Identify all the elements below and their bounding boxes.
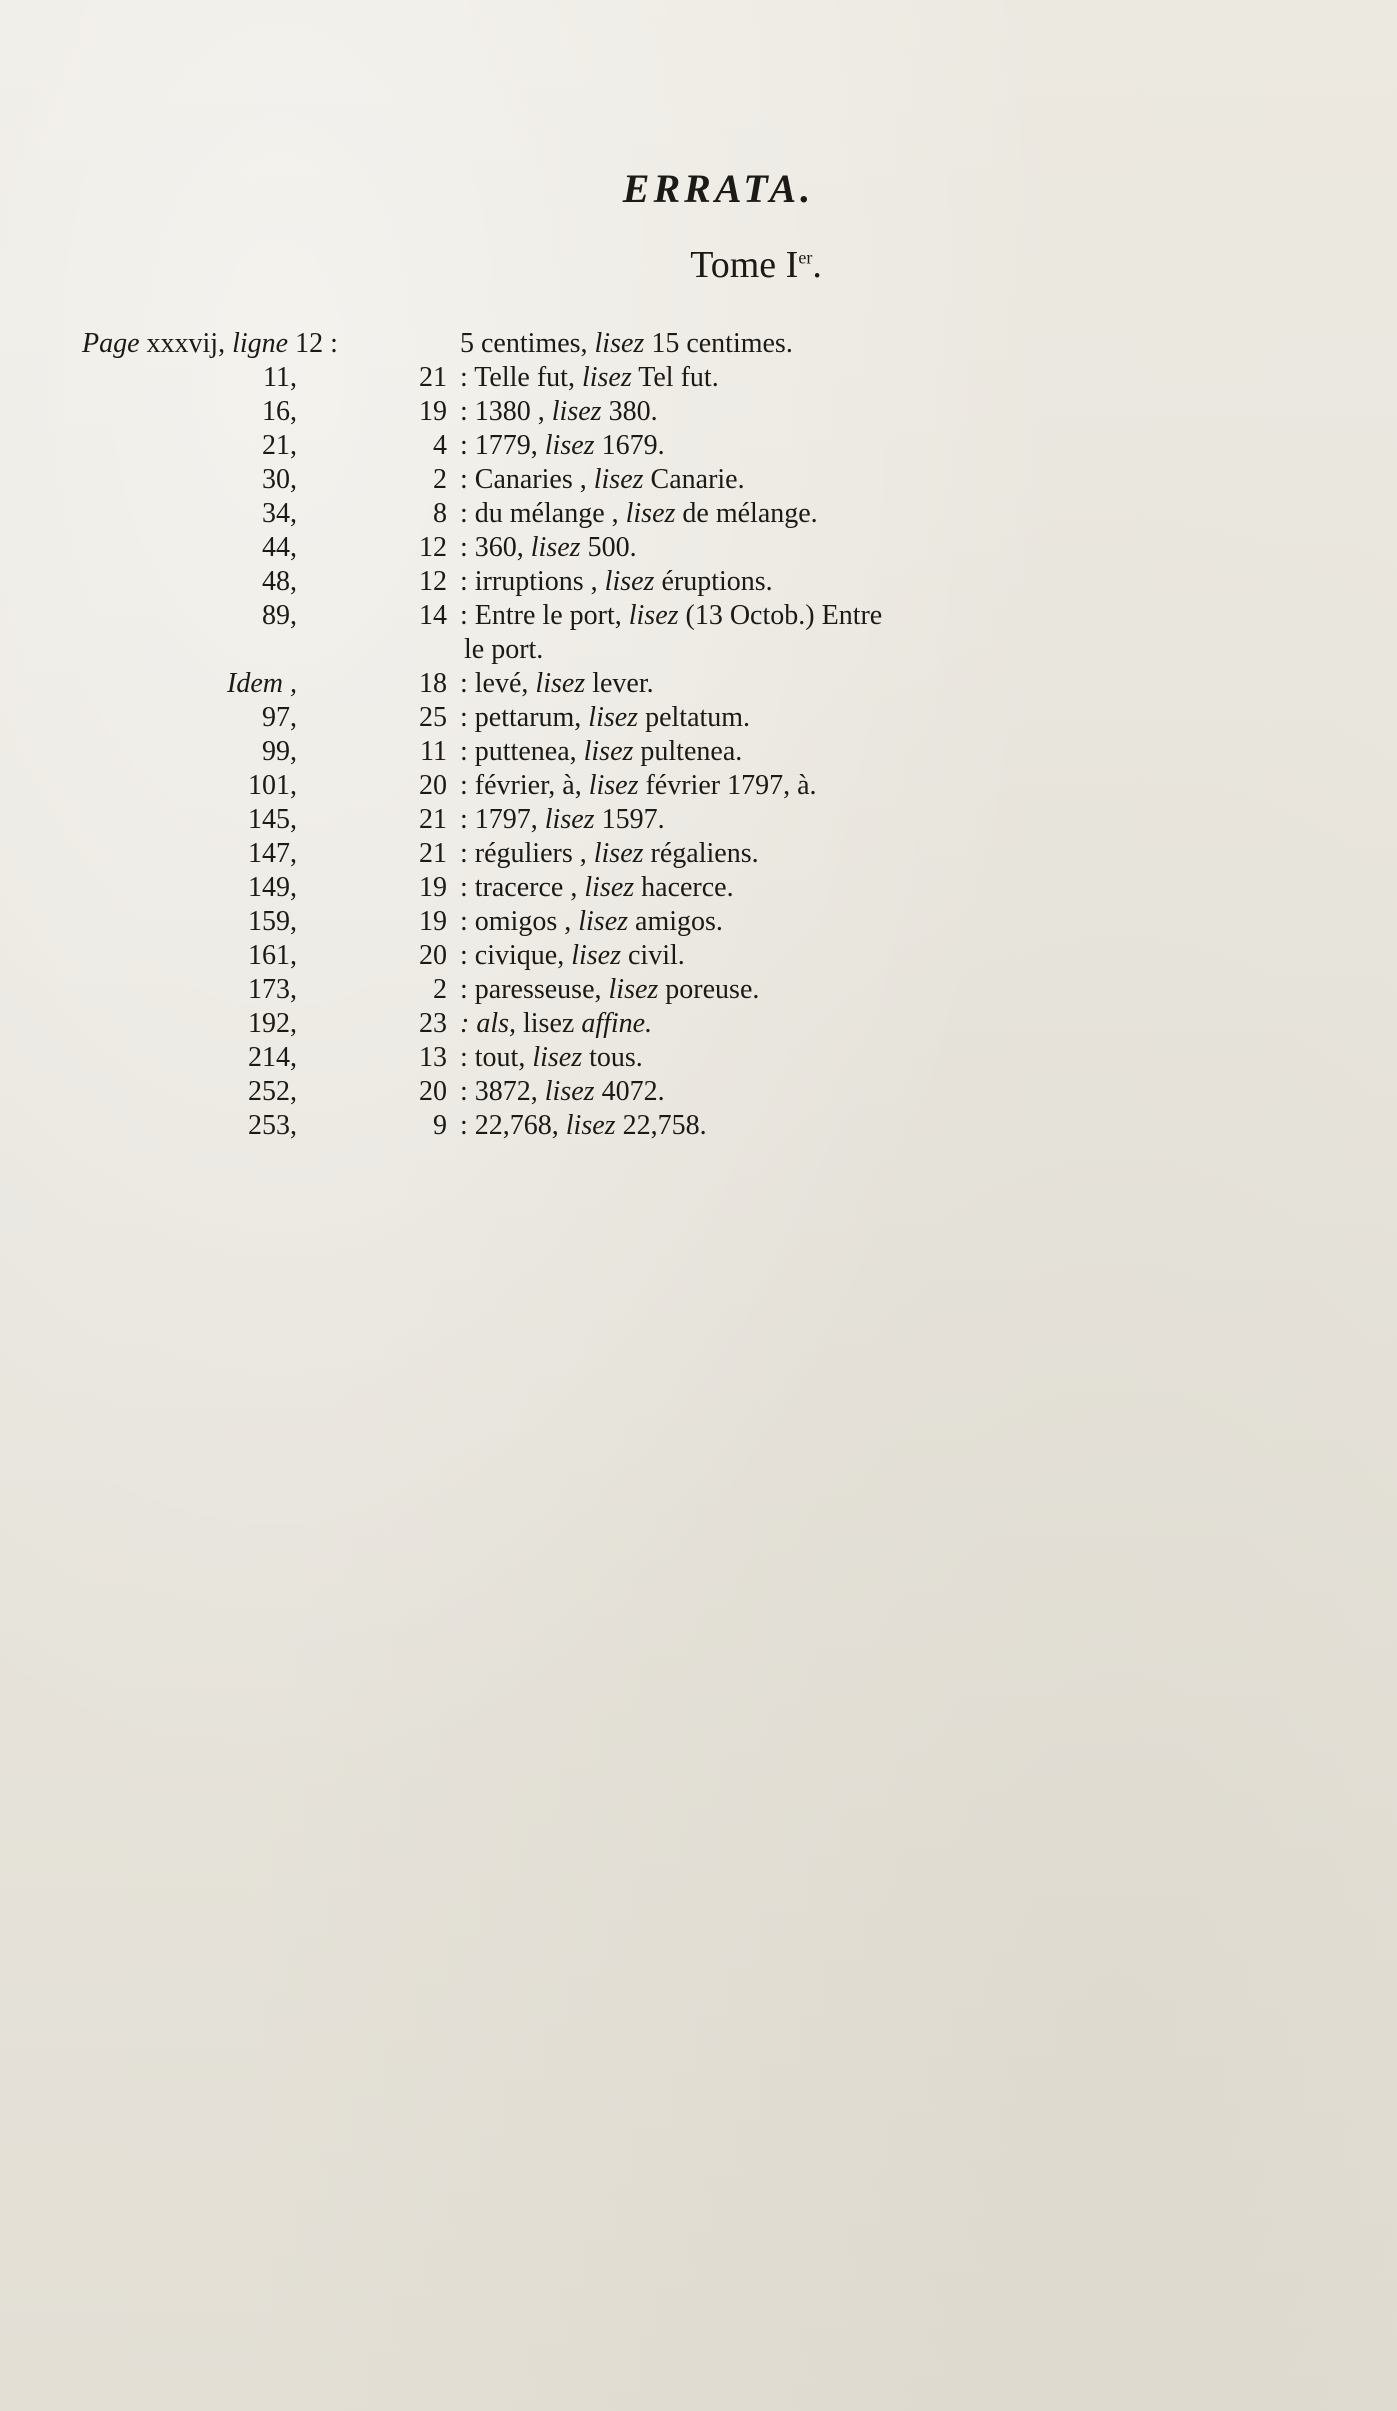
errata-row [0, 1007, 1397, 1041]
errata-error-text: : réguliers , [460, 838, 587, 869]
errata-page-ref: 192, [248, 1008, 297, 1039]
errata-page-ref: 173, [248, 974, 297, 1005]
errata-lisez: lisez [571, 940, 621, 971]
errata-error-text: : tout, [460, 1042, 526, 1073]
errata-lisez: lisez [628, 600, 679, 631]
errata-page-ref: 99, [262, 736, 297, 767]
errata-page-ref: 34, [262, 498, 297, 529]
errata-page-ref: 149, [248, 872, 297, 903]
errata-line-ref: 11 [420, 736, 447, 767]
errata-correction [460, 565, 773, 599]
header-correction [460, 327, 793, 361]
errata-page-ref: 21, [262, 430, 297, 461]
errata-error-text: : levé, [460, 668, 529, 699]
errata-correction [460, 463, 745, 497]
errata-line-ref: 25 [419, 702, 447, 733]
errata-error-text: : tracerce , [460, 872, 578, 903]
errata-fix-text: 1597. [601, 804, 665, 835]
errata-lisez: lisez [578, 906, 629, 937]
errata-lisez: lisez [588, 770, 639, 801]
errata-correction [460, 1075, 665, 1109]
errata-error-text: : irruptions , [460, 566, 598, 597]
errata-fix-text: de mélange. [682, 498, 818, 529]
header-line-value: 12 : [295, 328, 338, 359]
errata-row [0, 599, 1397, 667]
errata-page-ref: 161, [248, 940, 297, 971]
errata-lisez: lisez [565, 1110, 616, 1141]
errata-lisez: lisez [608, 974, 659, 1005]
header-lisez: lisez [594, 328, 645, 359]
errata-line-ref: 19 [419, 872, 447, 903]
errata-correction [460, 429, 665, 463]
errata-line-ref: 21 [419, 362, 447, 393]
errata-lisez: lisez [535, 668, 586, 699]
errata-correction [460, 497, 818, 531]
errata-error-text: : Canaries , [460, 464, 587, 495]
errata-line-ref: 12 [419, 532, 447, 563]
errata-row [0, 565, 1397, 599]
header-fix: 15 centimes. [651, 328, 793, 359]
errata-fix-text: (13 Octob.) Entre [685, 600, 883, 631]
errata-correction [460, 837, 759, 871]
errata-fix-text: Tel fut. [638, 362, 719, 393]
volume-heading-superscript: er [798, 247, 813, 268]
errata-lisez: lisez [593, 838, 644, 869]
errata-lisez: lisez [551, 396, 602, 427]
errata-line-ref: 20 [419, 1076, 447, 1107]
errata-page-ref: 16, [262, 396, 297, 427]
errata-correction [460, 667, 654, 701]
errata-correction [460, 735, 742, 769]
errata-line-ref: 8 [433, 498, 447, 529]
errata-fix-text: peltatum. [645, 702, 751, 733]
volume-heading-text: Tome I [690, 244, 799, 286]
errata-lisez: lisez [625, 498, 676, 529]
errata-lisez: lisez [544, 1076, 595, 1107]
errata-correction [460, 599, 882, 667]
header-page-value: xxxvij, [146, 328, 226, 359]
errata-page-ref: 89, [262, 600, 297, 631]
errata-list [0, 327, 1397, 1143]
errata-fix-text: 380. [608, 396, 658, 427]
errata-correction [460, 1007, 652, 1041]
errata-row [0, 973, 1397, 1007]
errata-line-ref: 2 [433, 974, 447, 1005]
errata-lisez: lisez [532, 1042, 583, 1073]
errata-line-ref: 21 [419, 804, 447, 835]
errata-error-text: : 1779, [460, 430, 538, 461]
errata-correction [460, 769, 817, 803]
errata-line-ref: 4 [433, 430, 447, 461]
errata-error-text: : als, [460, 1008, 516, 1039]
errata-correction [460, 395, 658, 429]
errata-error-text: : Entre le port, [460, 600, 622, 631]
errata-row [0, 361, 1397, 395]
errata-row [0, 905, 1397, 939]
errata-correction [460, 1109, 707, 1143]
errata-fix-text: poreuse. [665, 974, 760, 1005]
ligne-label: ligne [232, 328, 289, 359]
header-page-ref [82, 327, 338, 361]
errata-error-text: : 3872, [460, 1076, 538, 1107]
errata-lisez: lisez [530, 532, 581, 563]
errata-fix-text: tous. [589, 1042, 643, 1073]
errata-page-ref: 11, [263, 362, 297, 393]
errata-error-text: : Telle fut, [460, 362, 575, 393]
errata-error-text: : 360, [460, 532, 524, 563]
errata-fix-text: Canarie. [650, 464, 745, 495]
errata-error-text: : paresseuse, [460, 974, 602, 1005]
errata-fix-text: affine. [581, 1008, 653, 1039]
errata-error-text: : du mélange , [460, 498, 619, 529]
errata-lisez: lisez [584, 872, 635, 903]
errata-row [0, 939, 1397, 973]
errata-fix-continuation: le port. [464, 634, 544, 665]
errata-line-ref: 21 [419, 838, 447, 869]
errata-fix-text: hacerce. [641, 872, 734, 903]
volume-heading [0, 243, 1397, 287]
errata-fix-text: 1679. [601, 430, 665, 461]
errata-page-ref: 252, [248, 1076, 297, 1107]
errata-header-row [0, 327, 1397, 361]
page-label: Page [82, 328, 140, 359]
errata-fix-text: pultenea. [640, 736, 743, 767]
errata-error-text: : puttenea, [460, 736, 577, 767]
errata-row [0, 1075, 1397, 1109]
errata-line-ref: 19 [419, 396, 447, 427]
errata-error-text: : 1797, [460, 804, 538, 835]
errata-line-ref: 9 [433, 1110, 447, 1141]
errata-row [0, 1041, 1397, 1075]
errata-lisez: lisez [544, 430, 595, 461]
errata-page-ref: 97, [262, 702, 297, 733]
errata-fix-text: 4072. [601, 1076, 665, 1107]
errata-page-ref: 159, [248, 906, 297, 937]
errata-fix-text: février 1797, à. [645, 770, 817, 801]
errata-lisez: lisez [523, 1008, 575, 1039]
page-title: ERRATA. [622, 166, 815, 211]
errata-correction [460, 973, 759, 1007]
errata-line-ref: 2 [433, 464, 447, 495]
errata-fix-text: 22,758. [622, 1110, 707, 1141]
errata-correction [460, 1041, 643, 1075]
errata-error-text: : civique, [460, 940, 565, 971]
errata-row [0, 497, 1397, 531]
errata-correction [460, 361, 719, 395]
errata-row [0, 837, 1397, 871]
errata-fix-text: amigos. [635, 906, 723, 937]
errata-lisez: lisez [544, 804, 595, 835]
errata-correction [460, 939, 685, 973]
errata-fix-text: lever. [592, 668, 654, 699]
errata-fix-text: régaliens. [650, 838, 759, 869]
errata-page-ref: 145, [248, 804, 297, 835]
errata-row [0, 701, 1397, 735]
errata-row [0, 463, 1397, 497]
errata-fix-text: civil. [627, 940, 685, 971]
errata-row [0, 667, 1397, 701]
errata-page-ref: 48, [262, 566, 297, 597]
errata-error-text: : février, à, [460, 770, 582, 801]
errata-lisez: lisez [581, 362, 632, 393]
errata-page-ref: 101, [248, 770, 297, 801]
errata-line-ref: 20 [419, 770, 447, 801]
errata-line-ref: 13 [419, 1042, 447, 1073]
errata-page-ref: 147, [248, 838, 297, 869]
errata-lisez: lisez [604, 566, 655, 597]
errata-line-ref: 12 [419, 566, 447, 597]
errata-row [0, 735, 1397, 769]
errata-lisez: lisez [583, 736, 634, 767]
errata-page-ref: 253, [248, 1110, 297, 1141]
errata-page-ref: 30, [262, 464, 297, 495]
errata-row [0, 871, 1397, 905]
errata-page-ref: Idem , [227, 668, 297, 699]
errata-line-ref: 18 [419, 668, 447, 699]
errata-correction [460, 905, 723, 939]
errata-row [0, 395, 1397, 429]
errata-row [0, 531, 1397, 565]
errata-line-ref: 23 [419, 1008, 447, 1039]
errata-page-ref: 214, [248, 1042, 297, 1073]
errata-error-text: : 22,768, [460, 1110, 559, 1141]
errata-row [0, 1109, 1397, 1143]
errata-error-text: : omigos , [460, 906, 572, 937]
errata-line-ref: 19 [419, 906, 447, 937]
errata-error-text: : pettarum, [460, 702, 582, 733]
errata-fix-text: 500. [587, 532, 637, 563]
header-error: 5 centimes, [460, 328, 588, 359]
errata-correction [460, 871, 734, 905]
errata-row [0, 429, 1397, 463]
errata-line-ref: 20 [419, 940, 447, 971]
errata-row [0, 803, 1397, 837]
errata-page-ref: 44, [262, 532, 297, 563]
errata-row [0, 769, 1397, 803]
errata-lisez: lisez [593, 464, 644, 495]
errata-correction [460, 701, 750, 735]
errata-line-ref: 14 [419, 600, 447, 631]
errata-lisez: lisez [588, 702, 639, 733]
errata-correction [460, 531, 637, 565]
volume-heading-period: . [812, 244, 822, 286]
errata-correction [460, 803, 665, 837]
errata-error-text: : 1380 , [460, 396, 545, 427]
errata-fix-text: éruptions. [661, 566, 773, 597]
